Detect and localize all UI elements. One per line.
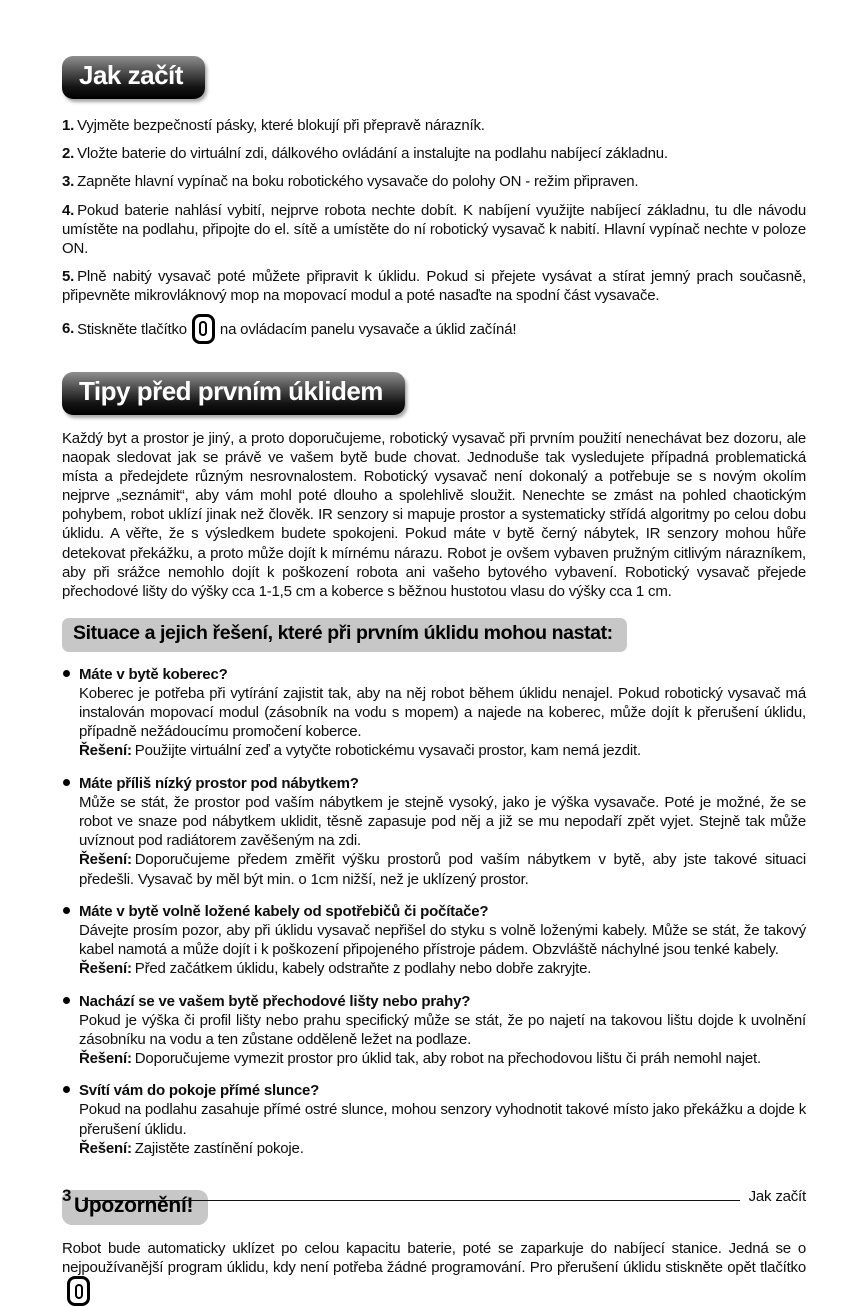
situation-solution bbox=[79, 1049, 806, 1068]
footer-section-label: Jak začít bbox=[748, 1188, 806, 1205]
situations-heading-wrap bbox=[62, 618, 806, 652]
step-text: Zapněte hlavní vypínač na boku robotického vysavače do polohy ON - režim připraven. bbox=[77, 173, 639, 191]
step-text: Stiskněte tlačítko bbox=[77, 320, 187, 338]
bullet-icon bbox=[63, 670, 70, 677]
solution-text: Před začátkem úklidu, kabely odstraňte z podlahy nebo dobře zakryjte. bbox=[134, 960, 592, 978]
solution-label: Řešení: bbox=[79, 742, 132, 760]
situation-question: Máte příliš nízký prostor pod nábytkem? bbox=[79, 774, 359, 792]
solution-label: Řešení: bbox=[79, 960, 132, 978]
step-number: 5. bbox=[62, 268, 75, 286]
bullet-icon bbox=[63, 997, 70, 1004]
situation-solution bbox=[79, 1139, 806, 1158]
situation-item-thresholds bbox=[62, 992, 806, 1069]
solution-label: Řešení: bbox=[79, 851, 132, 869]
situation-solution bbox=[79, 741, 806, 760]
situation-item-low-furniture bbox=[62, 774, 806, 889]
solution-text: Zajistěte zastínění pokoje. bbox=[134, 1139, 304, 1157]
step-number: 3. bbox=[62, 173, 75, 191]
situations-list bbox=[62, 665, 806, 1158]
situation-question: Nachází se ve vašem bytě přechodové lišty nebo prahy? bbox=[79, 992, 471, 1010]
section-tips-header bbox=[62, 372, 806, 415]
power-bar-glyph bbox=[199, 321, 207, 336]
step-text: na ovládacím panelu vysavače a úklid začíná! bbox=[219, 320, 517, 338]
warning-text: Robot bude automaticky uklízet po celou kapacitu baterie, poté se zaparkuje do nabíjecí stanice. Jedná se o nejpoužívanější program úklidu, kdy není potřeba žádné programování. Pro přerušení úklidu stiskněte opět tlačítko bbox=[62, 1240, 806, 1277]
solution-label: Řešení: bbox=[79, 1050, 132, 1068]
situation-solution bbox=[79, 850, 806, 888]
step-number: 6. bbox=[62, 320, 75, 338]
situation-question: Máte v bytě volně ložené kabely od spotřebičů či počítače? bbox=[79, 902, 489, 920]
power-bar-glyph bbox=[75, 1284, 83, 1299]
step-item-4 bbox=[62, 201, 806, 259]
footer-rule bbox=[82, 1200, 739, 1201]
solution-label: Řešení: bbox=[79, 1139, 132, 1157]
step-text: Vyjměte bezpečností pásky, které blokují při přepravě nárazník. bbox=[77, 117, 485, 134]
power-button-icon bbox=[67, 1276, 90, 1306]
step-number: 1. bbox=[62, 117, 75, 134]
page-number: 3 bbox=[62, 1186, 72, 1205]
step-item-6 bbox=[62, 315, 806, 345]
step-number: 4. bbox=[62, 201, 75, 219]
step-text: Plně nabitý vysavač poté můžete připravit k úklidu. Pokud si přejete vysávat a stírat jemný prach současně, připevněte mikrovláknový mop na mopovací modul a poté nasaďte na spodní část vysavače. bbox=[62, 268, 806, 305]
solution-text: Doporučujeme vymezit prostor pro úklid tak, aby robot na přechodovou lištu či práh nemohl najet. bbox=[134, 1050, 761, 1068]
situation-item-cables bbox=[62, 902, 806, 979]
situation-body: Pokud na podlahu zasahuje přímé ostré slunce, mohou senzory vyhodnotit takové místo jako překážku a dojde k přerušení úklidu. bbox=[79, 1101, 806, 1138]
step-number: 2. bbox=[62, 145, 75, 163]
section-start-header bbox=[62, 56, 806, 99]
bullet-icon bbox=[63, 779, 70, 786]
warning-title-badge: Upozornění! bbox=[62, 1190, 208, 1225]
situation-question: Máte v bytě koberec? bbox=[79, 665, 228, 683]
step-item-5 bbox=[62, 267, 806, 305]
tips-intro-paragraph: Každý byt a prostor je jiný, a proto doporučujeme, robotický vysavač při prvním použití nenechávat bez dozoru, ale naopak sledovat jak se právě ve vašem bytě bude chovat. Jednoduše tak vysledujete případná problematická místa a předejdete různým nesrovnalostem. Robotický vysavač není dokonalý a potřebuje se s novým okolím nejprve „seznámit“, aby vám mohl poté dlouho a spolehlivě sloužit. Nenechte se zmást na pohled chaotickým pohybem, robot uklízí jinak než člověk. IR senzory si mapuje prostor a systematicky střídá algoritmy po celou dobu úklidu. A věřte, že s výsledkem budete spokojeni. Pokud máte v bytě černý nábytek, IR senzory mohou hůře detekovat překážku, a proto může dojít k mírnému nárazu. Robot je ovšem vybaven pružným citlivým nárazníkem, aby při srážce nemohlo dojít k poškození robota ani vašeho bytového vybavení. Robotický vysavač přejede přechodové lišty do výšky cca 1-1,5 cm a koberce s běžnou hustotou vlasu do výšky cca 1 cm. bbox=[62, 429, 806, 600]
step-text: Pokud baterie nahlásí vybití, nejprve robota nechte dobít. K nabíjení využijte nabíjecí základnu, tu dle návodu umístěte na podlahu, připojte do el. sítě a umístěte do ní robotický vysavač k nabití. Hlavní vypínač nechte v poloze ON. bbox=[62, 201, 806, 257]
situation-question: Svítí vám do pokoje přímé slunce? bbox=[79, 1082, 320, 1100]
situation-solution bbox=[79, 959, 806, 978]
step-text: Vložte baterie do virtuální zdi, dálkového ovládání a instalujte na podlahu nabíjecí základnu. bbox=[77, 145, 668, 163]
situation-body: Pokud je výška či profil lišty nebo prahu specifický může se stát, že po najetí na takovou lištu dojde k uvolnění zásobníku na vodu a ten zůstane odděleně ležet na podlaze. bbox=[79, 1011, 806, 1048]
bullet-icon bbox=[63, 907, 70, 914]
section-title-badge: Tipy před prvním úklidem bbox=[62, 372, 405, 415]
bullet-icon bbox=[63, 1086, 70, 1093]
section-title-badge: Jak začít bbox=[62, 56, 205, 99]
situations-heading: Situace a jejich řešení, které při prvním úklidu mohou nastat: bbox=[62, 618, 627, 652]
situation-body: Koberec je potřeba při vytírání zajistit tak, aby na něj robot během úklidu nenajel. Pokud robotický vysavač má instalován mopovací modul (zásobník na vodu s mopem) a najede na koberec, může dojít k přerušení úklidu, případně nežádoucímu promočení koberce. bbox=[79, 684, 806, 741]
power-button-icon bbox=[192, 314, 215, 344]
warning-paragraph bbox=[62, 1239, 806, 1307]
situation-body: Dávejte prosím pozor, aby při úklidu vysavač nepřišel do styku s volně loženými kabely. Může se stát, že takový kabel namotá a může dojít i k poškození připojeného přístroje pádem. Obzvláště náchylné jsou tenké kabely. bbox=[79, 921, 806, 959]
start-steps-list bbox=[62, 116, 806, 345]
page-footer bbox=[62, 1187, 806, 1204]
situation-item-sunlight bbox=[62, 1081, 806, 1158]
step-item-1 bbox=[62, 116, 806, 135]
step-item-3 bbox=[62, 172, 806, 191]
situation-item-carpet bbox=[62, 665, 806, 761]
step-item-2 bbox=[62, 144, 806, 163]
situation-body: Může se stát, že prostor pod vaším nábytkem je stejně vysoký, jako je výška vysavače. Poté je možné, že se robot ve snaze pod nábytkem uklidit, těsně zapasuje pod něj a již se mu nepodaří zpět vyjet. Stejně tak může uvíznout pod radiátorem zavěšeným na zdi. bbox=[79, 793, 806, 850]
solution-text: Doporučujeme předem změřit výšku prostorů pod vaším nábytkem v bytě, aby jste takové situaci předešli. Vysavač by měl být min. o 1cm nižší, než je uklízený prostor. bbox=[79, 851, 806, 888]
solution-text: Použijte virtuální zeď a vytyčte robotickému vysavači prostor, kam nemá jezdit. bbox=[134, 742, 641, 760]
